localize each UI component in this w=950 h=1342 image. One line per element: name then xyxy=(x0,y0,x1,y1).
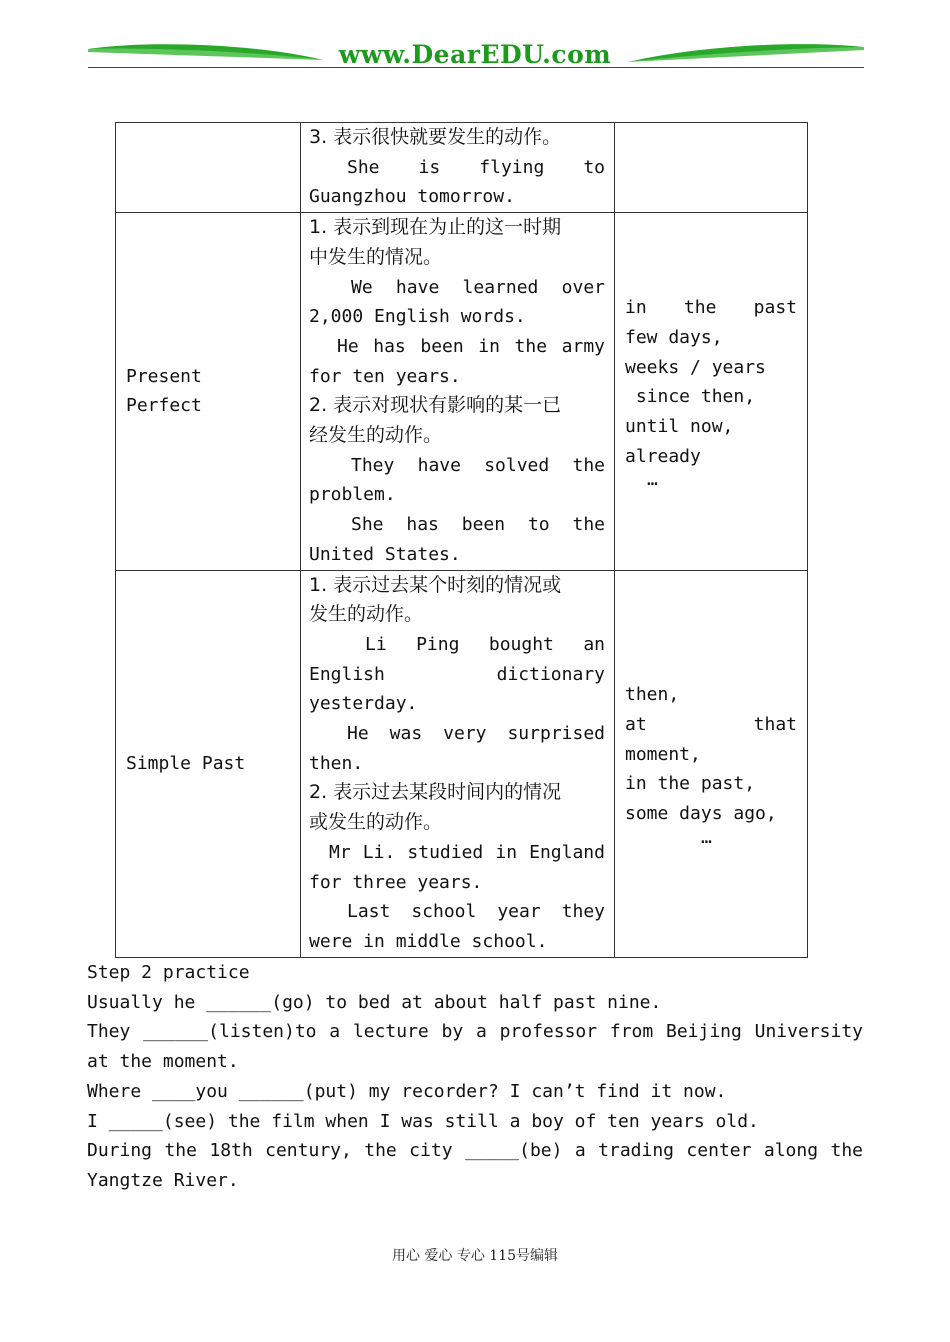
example-line: They have solved the xyxy=(351,454,605,476)
example-line: Mr Li. studied in England xyxy=(329,841,605,863)
practice-section xyxy=(87,958,863,1196)
time-marker: already xyxy=(625,445,701,467)
time-marker: then, xyxy=(625,684,680,706)
ellipsis-marker: … xyxy=(647,469,658,491)
tense-label: Simple Past xyxy=(126,752,246,774)
time-marker: in the past, xyxy=(625,773,756,795)
time-marker-cell xyxy=(615,123,808,213)
example-line: He has been in the army xyxy=(337,335,605,357)
exercise-line: During the 18th century, the city _____(be) a trading center along the xyxy=(87,1140,863,1162)
usage-line: 经发生的动作。 xyxy=(309,424,443,447)
exercise-line: at the moment. xyxy=(87,1051,239,1073)
example-line: problem. xyxy=(309,484,396,506)
time-marker: at that xyxy=(625,714,797,736)
usage-line: 2. 表示对现状有影响的某一已 xyxy=(309,394,562,417)
usage-cell xyxy=(301,570,615,957)
example-line: She has been to the xyxy=(351,514,605,536)
tense-label: Present xyxy=(126,365,202,387)
exercise-line: Yangtze River. xyxy=(87,1169,239,1191)
time-marker: few days, xyxy=(625,326,723,348)
example-line: We have learned over xyxy=(351,276,605,298)
time-marker-cell xyxy=(615,213,808,570)
table-row xyxy=(116,213,808,570)
example-line: then. xyxy=(309,752,364,774)
table-row xyxy=(116,123,808,213)
time-marker: weeks / years xyxy=(625,356,766,378)
example-line: Guangzhou tomorrow. xyxy=(309,186,515,208)
tense-table xyxy=(115,122,808,958)
tense-label: Perfect xyxy=(126,395,202,417)
site-logo[interactable]: www.DearEDU.com xyxy=(338,40,612,69)
tense-label-cell xyxy=(116,213,301,570)
time-marker: since then, xyxy=(625,386,756,408)
usage-line: 或发生的动作。 xyxy=(309,811,443,834)
example-line: were in middle school. xyxy=(309,930,548,952)
time-marker: some days ago, xyxy=(625,803,777,825)
example-line: yesterday. xyxy=(309,693,418,715)
example-line: for ten years. xyxy=(309,365,461,387)
example-line: She is flying to xyxy=(347,156,605,178)
usage-line: 1. 表示过去某个时刻的情况或 xyxy=(309,573,562,596)
usage-cell xyxy=(301,123,615,213)
table-row xyxy=(116,570,808,957)
exercise-line: I _____(see) the film when I was still a boy of ten years old. xyxy=(87,1110,759,1132)
example-line: English dictionary xyxy=(309,663,605,685)
usage-line: 2. 表示过去某段时间内的情况 xyxy=(309,781,562,804)
header-rule xyxy=(88,67,864,68)
usage-line: 发生的动作。 xyxy=(309,603,424,626)
time-marker: until now, xyxy=(625,416,734,438)
exercise-line: Where ____you ______(put) my recorder? I can’t find it now. xyxy=(87,1080,727,1102)
usage-line: 中发生的情况。 xyxy=(309,245,443,268)
example-line: He was very surprised xyxy=(347,723,605,745)
example-line: for three years. xyxy=(309,871,483,893)
usage-line: 1. 表示到现在为止的这一时期 xyxy=(309,216,562,239)
exercise-line: Usually he ______(go) to bed at about half past nine. xyxy=(87,991,662,1013)
example-line: Li Ping bought an xyxy=(365,633,605,655)
tense-label-cell xyxy=(116,123,301,213)
time-marker: moment, xyxy=(625,743,701,765)
exercise-line: They ______(listen)to a lecture by a professor from Beijing University xyxy=(87,1021,863,1043)
tense-label-cell xyxy=(116,570,301,957)
example-line: Last school year they xyxy=(347,901,605,923)
section-heading: Step 2 practice xyxy=(87,962,250,983)
ellipsis-marker: … xyxy=(701,826,712,848)
usage-line: 3. 表示很快就要发生的动作。 xyxy=(309,126,562,148)
example-line: 2,000 English words. xyxy=(309,306,526,328)
example-line: United States. xyxy=(309,543,461,565)
usage-cell xyxy=(301,213,615,570)
time-marker-cell xyxy=(615,570,808,957)
page-footer: 用心 爱心 专心 115号编辑 xyxy=(391,1248,559,1264)
time-marker: in the past xyxy=(625,297,797,319)
